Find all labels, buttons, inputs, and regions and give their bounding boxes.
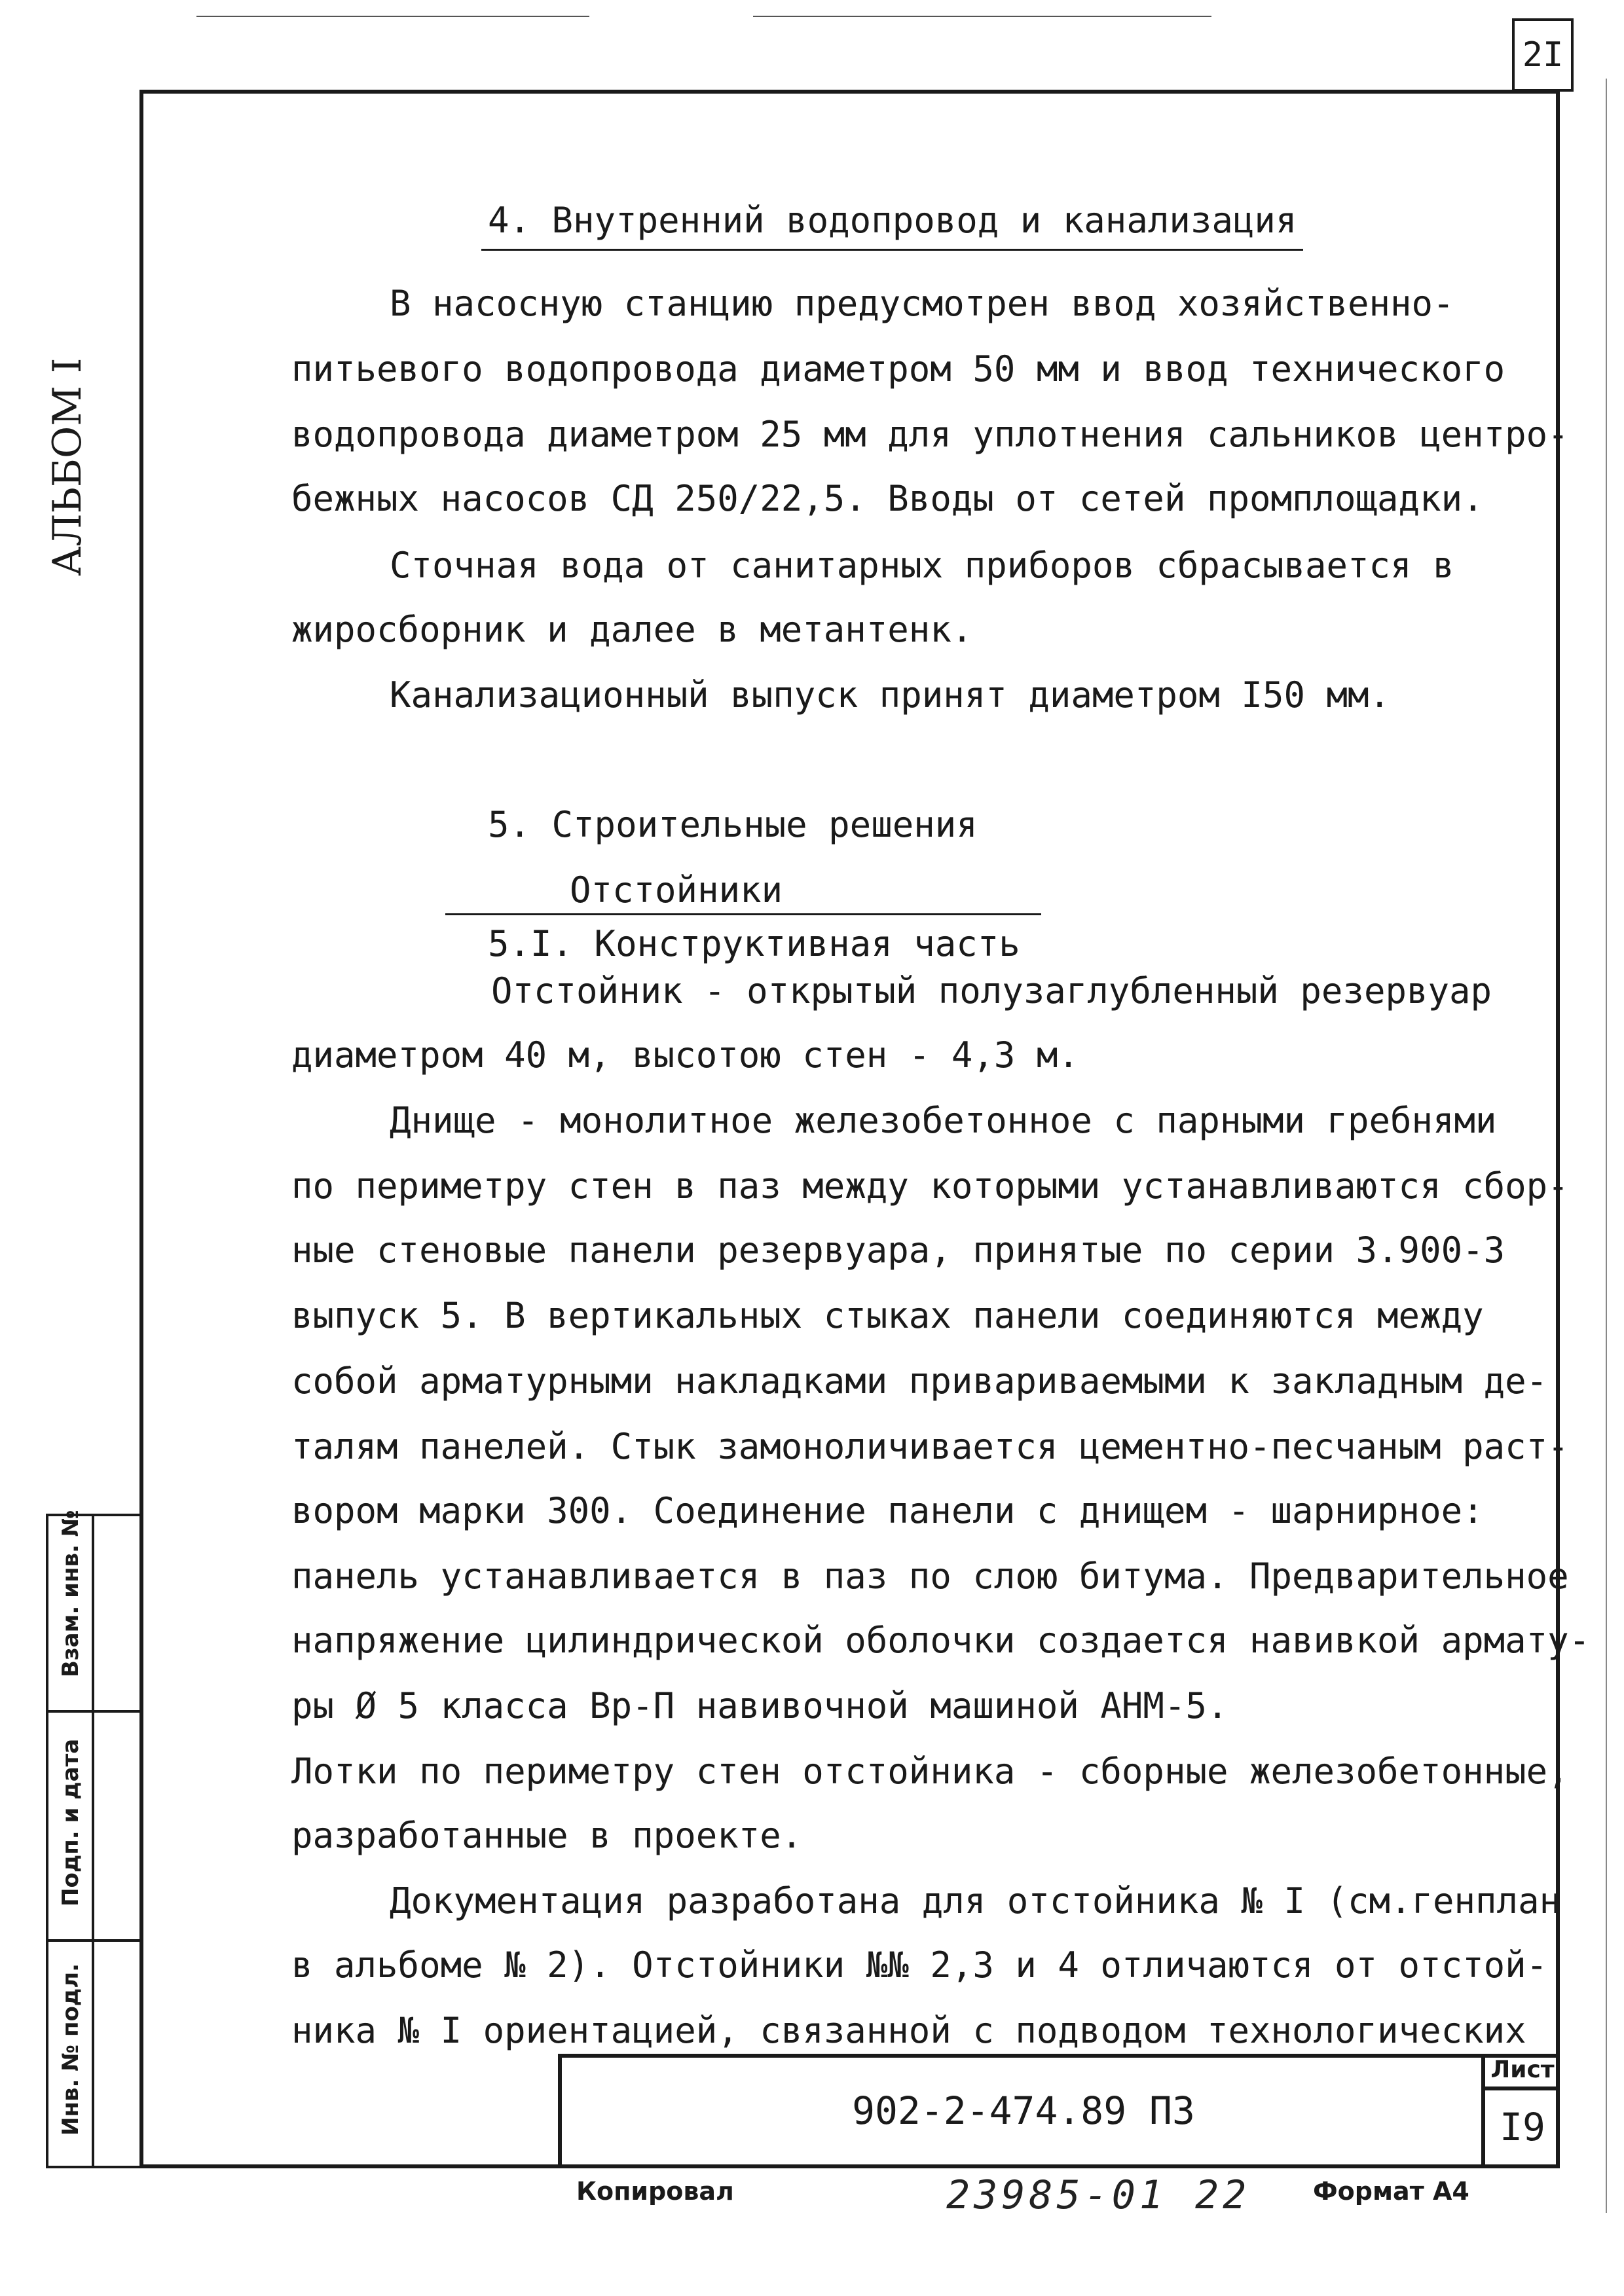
heading-underline (481, 249, 1303, 251)
text-line: по периметру стен в паз между которыми устанавливаются сбор- (291, 1165, 1569, 1207)
stamp-cell-replacement (48, 1510, 142, 1713)
text-line: напряжение цилиндрической оболочки создается навивкой армату- (291, 1620, 1591, 1661)
stamp-column (46, 1510, 139, 2168)
sheet-label: Лист (1485, 2054, 1560, 2090)
text-line: ника № I ориентацией, связанной с подводом технологических (291, 2010, 1526, 2051)
text-line: собой арматурными накладками привариваемыми к закладным де- (291, 1360, 1548, 1402)
stamp-label: Взам. инв. № (58, 1510, 84, 1677)
text-line: разработанные в проекте. (291, 1815, 803, 1856)
text-line: Документация разработана для отстойника № I (см.генплан (390, 1880, 1561, 1922)
album-label (18, 357, 149, 615)
text-line: водопровода диаметром 25 мм для уплотнения сальников центро- (291, 414, 1569, 455)
text-line: панель устанавливается в паз по слою битума. Предварительное (291, 1556, 1569, 1597)
text-line: Лотки по периметру стен отстойника - сборные железобетонные, (291, 1751, 1569, 1792)
scan-line (196, 16, 589, 17)
text-line: ры Ø 5 класса Вр-П навивочной машиной АНМ-5. (291, 1685, 1228, 1726)
text-line: вором марки 300. Соединение панели с днищем - шарнирное: (291, 1490, 1484, 1531)
copied-label: Копировал (576, 2177, 734, 2206)
text-line: выпуск 5. В вертикальных стыках панели соединяются между (291, 1295, 1484, 1336)
text-line: Днище - монолитное железобетонное с парными гребнями (390, 1100, 1497, 1141)
text-line: талям панелей. Стык замоноличивается цементно-песчаным раст- (291, 1426, 1569, 1467)
section-5-heading: 5. Строительные решения (488, 804, 978, 845)
stamp-label: Подп. и дата (58, 1738, 84, 1906)
text-line: ные стеновые панели резервуара, принятые по серии 3.900-3 (291, 1230, 1505, 1271)
handwritten-number: 23985-01 (946, 2172, 1167, 2218)
text-line: в альбоме № 2). Отстойники №№ 2,3 и 4 отличаются от отстой- (291, 1944, 1548, 1986)
format-label: Формат А4 (1313, 2177, 1469, 2206)
album-label-text: АЛЬБОМ I (45, 357, 90, 576)
stamp-cell-signature (48, 1713, 142, 1942)
sheet-column (1481, 2054, 1560, 2168)
text-line: жиросборник и далее в метантенк. (291, 609, 973, 650)
subheading-underline (445, 913, 1041, 915)
scan-edge-line (1606, 79, 1607, 2213)
text-line: питьевого водопровода диаметром 50 мм и ввод технического (291, 348, 1505, 390)
document-code: 902-2-474.89 ПЗ (852, 2088, 1195, 2133)
subheading: Отстойники (570, 869, 783, 911)
text-line: В насосную станцию предусмотрен ввод хозяйственно- (390, 283, 1454, 324)
text-line: Сточная вода от санитарных приборов сбрасывается в (390, 545, 1454, 586)
text-line: бежных насосов СД 250/22,5. Вводы от сетей промплощадки. (291, 478, 1484, 519)
text-line: диаметром 40 м, высотою стен - 4,3 м. (291, 1034, 1079, 1076)
scan-line (753, 16, 1211, 17)
title-block (558, 2054, 1560, 2168)
handwritten-page: 22 (1195, 2172, 1251, 2218)
sub-section-heading: 5.I. Конструктивная часть (488, 923, 1020, 964)
corner-page-number: 2I (1512, 18, 1574, 92)
sheet-number: I9 (1500, 2105, 1545, 2149)
text-line: Канализационный выпуск принят диаметром I50 мм. (390, 674, 1391, 716)
stamp-label: Инв. № подл. (58, 1963, 84, 2136)
stamp-cell-inventory (48, 1942, 142, 2168)
section-4-heading: 4. Внутренний водопровод и канализация (488, 200, 1297, 241)
text-line: Отстойник - открытый полузаглубленный резервуар (491, 970, 1492, 1011)
